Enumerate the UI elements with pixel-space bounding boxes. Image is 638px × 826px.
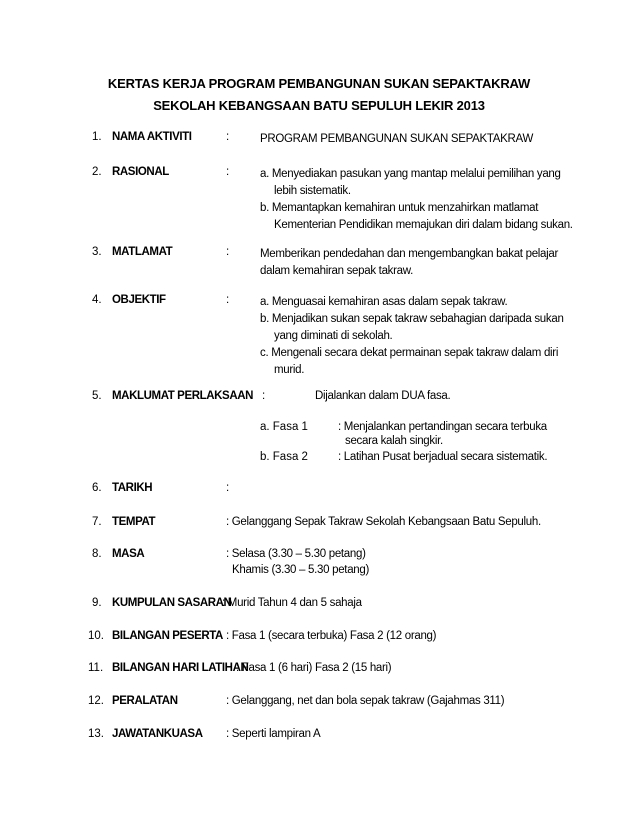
- item-label: NAMA AKTIVITI: [112, 131, 192, 143]
- item-colon: :: [226, 294, 230, 306]
- item-value: [260, 131, 580, 148]
- value-line: yang diminati di sekolah.: [274, 330, 393, 342]
- phase-a-desc: : Menjalankan pertandingan secara terbuka: [338, 421, 547, 433]
- item-value: [260, 294, 580, 379]
- phase-b-desc: : Latihan Pusat berjadual secara sistematik.: [338, 451, 548, 463]
- item-number: 3.: [92, 246, 102, 258]
- document-title-line-2: SEKOLAH KEBANGSAAN BATU SEPULUH LEKIR 2013: [153, 98, 485, 113]
- value-line: a. Menguasai kemahiran asas dalam sepak takraw.: [260, 296, 508, 308]
- item-label: BILANGAN HARI LATIHAN: [112, 662, 249, 674]
- item-label: MATLAMAT: [112, 246, 173, 258]
- value-line: b. Menjadikan sukan sepak takraw sebahagian daripada sukan: [260, 313, 564, 325]
- item-colon: :: [226, 246, 230, 258]
- item-number: 7.: [92, 516, 102, 528]
- item-label: JAWATANKUASA: [112, 728, 203, 740]
- value-line: Kementerian Pendidikan memajukan diri dalam bidang sukan.: [274, 219, 573, 231]
- item-number: 9.: [92, 597, 102, 609]
- item-number: 6.: [92, 482, 102, 494]
- item-value: : Gelanggang, net dan bola sepak takraw (Gajahmas 311): [226, 695, 505, 707]
- item-value: : Gelanggang Sepak Takraw Sekolah Kebangsaan Batu Sepuluh.: [226, 516, 541, 528]
- item-number: 13.: [88, 728, 104, 740]
- item-number: 8.: [92, 548, 102, 560]
- item-label: TARIKH: [112, 482, 153, 494]
- item-value: [260, 166, 580, 234]
- value-line: dalam kemahiran sepak takraw.: [260, 265, 414, 277]
- value-line: c. Mengenali secara dekat permainan sepak takraw dalam diri: [260, 347, 559, 359]
- item-label: KUMPULAN SASARAN: [112, 597, 232, 609]
- item-label: RASIONAL: [112, 166, 169, 178]
- item-value: : Fasa 1 (secara terbuka) Fasa 2 (12 orang): [226, 630, 437, 642]
- item-value: : Selasa (3.30 – 5.30 petang): [226, 548, 366, 560]
- item-number: 4.: [92, 294, 102, 306]
- item-value: : Murid Tahun 4 dan 5 sahaja: [222, 597, 362, 609]
- item-label: MASA: [112, 548, 145, 560]
- item-number: 10.: [88, 630, 104, 642]
- item-label: OBJEKTIF: [112, 294, 166, 306]
- item-number: 2.: [92, 166, 102, 178]
- item-value: : Fasa 1 (6 hari) Fasa 2 (15 hari): [236, 662, 392, 674]
- item-colon: :: [262, 390, 266, 402]
- item-value: [260, 246, 580, 280]
- item-label: PERALATAN: [112, 695, 178, 707]
- item-label: MAKLUMAT PERLAKSAAN: [112, 390, 254, 402]
- item-colon: :: [226, 131, 230, 143]
- value-line: a. Menyediakan pasukan yang mantap melalui pemilihan yang: [260, 168, 561, 180]
- document-title-line-1: KERTAS KERJA PROGRAM PEMBANGUNAN SUKAN SEPAKTAKRAW: [107, 76, 531, 91]
- item-number: 12.: [88, 695, 104, 707]
- phase-b-label: b. Fasa 2: [260, 451, 308, 463]
- value-line: PROGRAM PEMBANGUNAN SUKAN SEPAKTAKRAW: [260, 133, 534, 145]
- item-label: TEMPAT: [112, 516, 156, 528]
- item-intro: Dijalankan dalam DUA fasa.: [315, 390, 451, 402]
- item-number: 11.: [88, 662, 104, 674]
- value-line: lebih sistematik.: [274, 185, 351, 197]
- item-value-cont: Khamis (3.30 – 5.30 petang): [232, 564, 370, 576]
- phase-a-label: a. Fasa 1: [260, 421, 308, 433]
- item-value: :: [226, 482, 229, 494]
- value-line: b. Memantapkan kemahiran untuk menzahirkan matlamat: [260, 202, 539, 214]
- item-label: BILANGAN PESERTA: [112, 630, 223, 642]
- value-line: Memberikan pendedahan dan mengembangkan bakat pelajar: [260, 248, 559, 260]
- item-number: 5.: [92, 390, 102, 402]
- item-value: : Seperti lampiran A: [226, 728, 321, 740]
- item-number: 1.: [92, 131, 102, 143]
- item-colon: :: [226, 166, 230, 178]
- phase-a-desc-cont: secara kalah singkir.: [345, 435, 443, 447]
- value-line: murid.: [274, 364, 305, 376]
